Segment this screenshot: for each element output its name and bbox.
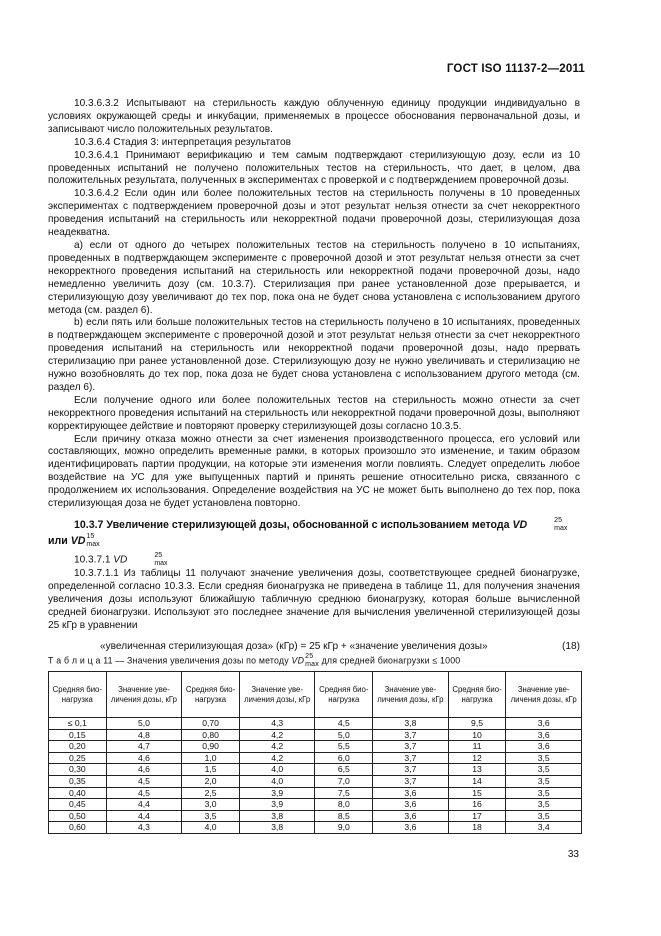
table-cell: 15: [448, 787, 506, 799]
table-cell: 0,50: [49, 810, 107, 822]
table-cell: 4,5: [106, 787, 182, 799]
table-row: [49, 810, 582, 822]
para-10-3-6-4-2: 10.3.6.4.2 Если один или более положительных тестов на стерильность получены в 10 проведенных экспериментах с подтверждением проверочной дозы и этот результат нельзя отнести за счет некорректного проведения испытаний на стерильность или некорректной подачи проверочной дозы, стерилизующая доза неадекватна.: [48, 188, 580, 239]
table-cell: 3,7: [373, 729, 449, 741]
table-cell: 10: [448, 729, 506, 741]
table-cell: 3,9: [239, 799, 315, 811]
table-cell: 9,0: [315, 822, 373, 834]
para-item-a: а) если от одного до четырех положительных тестов на стерильность получено в 10 испытаниях, проведенных в подтверждающем эксперименте с проверочной дозой и этот результат нельзя отнести за счет некорректного проведения испытаний на стерильность или некорректной подачи проверочной дозы, надо немедленно увеличить дозу (см. 10.3.7). Стерилизация при ранее установленной дозе прерывается, и стерилизующую дозу увеличивают до тех пор, пока она не будет снова установлена с использованием другого метода (см. раздел 6).: [48, 239, 580, 316]
table-title-suffix: для средней бионагрузки ≤ 1000: [318, 655, 461, 666]
table-cell: 5,0: [315, 729, 373, 741]
table-cell: 3,7: [373, 775, 449, 787]
table-cell: 4,4: [106, 810, 182, 822]
table-cell: 4,5: [106, 775, 182, 787]
table-cell: 3,4: [506, 822, 582, 834]
para-item-b: b) если пять или больше положительных тестов на стерильность получено в 10 испытаниях, проведенных в подтверждающем эксперименте с проверочной дозой и этот результат нельзя отнести за счет некорректного проведения испытаний на стерильность или некорректной подачи проверочной дозы, надо прервать стерилизацию при ранее установленной дозе. Стерилизующую дозу не нужно увеличивать и стерилизацию не нужно возобновлять до тех пор, пока доза не будет снова установлена с использованием другого метода (см. раздел 6).: [48, 317, 580, 393]
para-10-3-6-3-2: 10.3.6.3.2 Испытывают на стерильность каждую облученную единицу продукции индивидуально в условиях окружающей среды и инкубации, применяемых в процессе обоснования первоначальной дозы, и записывают число положительных результатов.: [48, 98, 580, 135]
table-cell: 9,5: [448, 718, 506, 730]
table-cell: 1,0: [182, 752, 240, 764]
table-cell: 4,0: [239, 775, 315, 787]
table-cell: 3,8: [239, 810, 315, 822]
table-cell: 6,0: [315, 752, 373, 764]
table-row: [49, 799, 582, 811]
table-cell: 2,5: [182, 787, 240, 799]
para-10-3-7-1: [48, 552, 580, 568]
table-cell: 3,8: [373, 718, 449, 730]
vd-symbol: VD: [512, 518, 528, 531]
table-title-prefix: Т а б л и ц а 11 — Значения увеличения дозы по методу: [48, 655, 292, 666]
table-cell: 7,0: [315, 775, 373, 787]
subsection-number: 10.3.7.1: [74, 554, 114, 566]
col-header: Средняя био-нагрузка: [448, 672, 506, 718]
table-cell: 4,4: [106, 799, 182, 811]
table-cell: 6,5: [315, 764, 373, 776]
table-row: [49, 822, 582, 834]
table-cell: 3,7: [373, 741, 449, 753]
table-cell: 0,25: [49, 752, 107, 764]
vd-sub: max: [86, 541, 100, 548]
table-cell: 0,60: [49, 822, 107, 834]
page-number: 33: [567, 849, 579, 860]
table-cell: 3,5: [506, 764, 582, 776]
table-cell: 0,35: [49, 775, 107, 787]
body-text: [48, 98, 580, 653]
equation-18: [48, 641, 580, 654]
table-row: [49, 764, 582, 776]
para-if-one: Если получение одного или более положительных тестов на стерильность можно отнести за счет некорректного проведения испытаний на стерильность или некорректной подачи проверочной дозы, выполняют корректирующее действие и повторяют проверку стерилизующей дозы согласно 10.3.5.: [48, 394, 580, 432]
table-cell: 0,15: [49, 729, 107, 741]
table-cell: 4,0: [239, 764, 315, 776]
table-cell: 4,2: [239, 752, 315, 764]
table-row: [49, 787, 582, 799]
dose-increment-table: [48, 671, 582, 834]
table-cell: 17: [448, 810, 506, 822]
table-cell: 12: [448, 752, 506, 764]
table-cell: 7,5: [315, 787, 373, 799]
vd-sup: 25: [154, 552, 163, 559]
table-cell: 14: [448, 775, 506, 787]
para-10-3-7-1-1: 10.3.7.1.1 Из таблицы 11 получают значение увеличения дозы, соответствующее средней бионагрузке, определенной согласно 10.3.3. Если средняя бионагрузка не приведена в таблице 11, для получения значения увеличения дозы используют ближайшую табличную среднюю бионагрузку, которая больше вычисленной средней бионагрузки. Используют это последнее значение для вычисления увеличенной стерилизующей дозы 25 кГр в уравнении: [48, 568, 580, 631]
vd-sup: 25: [305, 653, 314, 660]
table-cell: 3,9: [239, 787, 315, 799]
table-header-row: [49, 672, 582, 718]
table-cell: 3,5: [506, 810, 582, 822]
vd-sub: max: [154, 560, 168, 567]
table-cell: 0,90: [182, 741, 240, 753]
table-cell: 3,6: [373, 799, 449, 811]
para-10-3-6-4: 10.3.6.4 Стадия 3: интерпретация результатов: [74, 136, 291, 148]
table-cell: 3,5: [506, 752, 582, 764]
table-cell: 4,2: [239, 729, 315, 741]
table-cell: 5,5: [315, 741, 373, 753]
heading-text: 10.3.7 Увеличение стерилизующей дозы, обоснованной с использованием метода: [74, 518, 513, 531]
table-cell: 4,8: [106, 729, 182, 741]
vd-sub: max: [554, 525, 568, 532]
table-cell: 3,8: [239, 822, 315, 834]
table-cell: 0,80: [182, 729, 240, 741]
table-cell: 5,0: [106, 718, 182, 730]
table-cell: 0,40: [49, 787, 107, 799]
table-cell: 3,7: [373, 764, 449, 776]
table-cell: 16: [448, 799, 506, 811]
col-header: Значение уве-личения дозы, кГр: [373, 672, 449, 718]
table-cell: 3,5: [506, 775, 582, 787]
table-cell: 8,5: [315, 810, 373, 822]
table-cell: 0,20: [49, 741, 107, 753]
table-cell: 3,0: [182, 799, 240, 811]
table-cell: 8,0: [315, 799, 373, 811]
table-cell: 3,6: [373, 810, 449, 822]
table-row: [49, 718, 582, 730]
table-cell: 3,6: [373, 787, 449, 799]
col-header: Средняя био-нагрузка: [315, 672, 373, 718]
heading-or: или: [48, 534, 71, 547]
vd-sup: 25: [554, 517, 562, 524]
table-cell: ≤ 0,1: [49, 718, 107, 730]
section-heading-10-3-7: [48, 517, 580, 533]
table-cell: 4,5: [315, 718, 373, 730]
table-cell: 18: [448, 822, 506, 834]
col-header: Значение уве-личения дозы, кГр: [106, 672, 182, 718]
section-heading-10-3-7-cont: [48, 533, 580, 549]
para-10-3-6-4-1: 10.3.6.4.1 Принимают верификацию и тем самым подтверждают стерилизующую дозу, если из 10 проведенных испытаний не получено положительных тестов на стерильность, что дает, в целом, два положительных результата, полученных в экспериментах с проверкой и с подтверждением проверочной дозы.: [48, 149, 580, 187]
vd-sup: 15: [86, 533, 95, 540]
table-cell: 2,0: [182, 775, 240, 787]
table-cell: 0,30: [49, 764, 107, 776]
table-cell: 11: [448, 741, 506, 753]
table-cell: 3,5: [506, 799, 582, 811]
standard-header: ГОСТ ISO 11137-2—2011: [446, 63, 585, 75]
table-cell: 4,6: [106, 752, 182, 764]
vd-symbol: VD: [291, 655, 305, 666]
table-cell: 3,5: [182, 810, 240, 822]
table-cell: 4,0: [182, 822, 240, 834]
col-header: Значение уве-личения дозы, кГр: [506, 672, 582, 718]
table-cell: 3,6: [506, 729, 582, 741]
table-cell: 3,7: [373, 752, 449, 764]
equation-text: «увеличенная стерилизующая доза» (кГр) = 25 кГр + «значение увеличения дозы»: [100, 640, 488, 652]
table-cell: 4,6: [106, 764, 182, 776]
table-row: [49, 729, 582, 741]
col-header: Значение уве-личения дозы, кГр: [239, 672, 315, 718]
vd-symbol: VD: [113, 554, 128, 566]
table-cell: 4,3: [106, 822, 182, 834]
table-cell: 3,6: [506, 718, 582, 730]
para-if-cause: Если причину отказа можно отнести за счет изменения производственного процесса, его условий или составляющих, можно определить временные рамки, в которых произошло это изменение, и таким образом идентифицировать партии продукции, на которые эти изменения могли повлиять. Следует определить любое воздействие на УС для уже выпущенных партий и принять решение относительно риска, связанного с продолжением их использования. Определение воздействия на УС не может быть выполнено до тех пор, пока стерилизующая доза не будет установлена повторно.: [48, 433, 580, 510]
table-cell: 0,70: [182, 718, 240, 730]
vd-symbol: VD: [70, 534, 86, 547]
table-cell: 0,45: [49, 799, 107, 811]
table-cell: 4,3: [239, 718, 315, 730]
equation-number: (18): [562, 640, 580, 652]
table-cell: 1,5: [182, 764, 240, 776]
table-cell: 3,6: [373, 822, 449, 834]
table-cell: 4,2: [239, 741, 315, 753]
table-row: [49, 775, 582, 787]
table-title: [48, 653, 580, 669]
col-header: Средняя био-нагрузка: [49, 672, 107, 718]
col-header: Средняя био-нагрузка: [182, 672, 240, 718]
vd-sub: max: [305, 661, 319, 668]
table-cell: 13: [448, 764, 506, 776]
table-row: [49, 752, 582, 764]
table-cell: 3,5: [506, 787, 582, 799]
table-row: [49, 741, 582, 753]
table-cell: 3,6: [506, 741, 582, 753]
table-cell: 4,7: [106, 741, 182, 753]
